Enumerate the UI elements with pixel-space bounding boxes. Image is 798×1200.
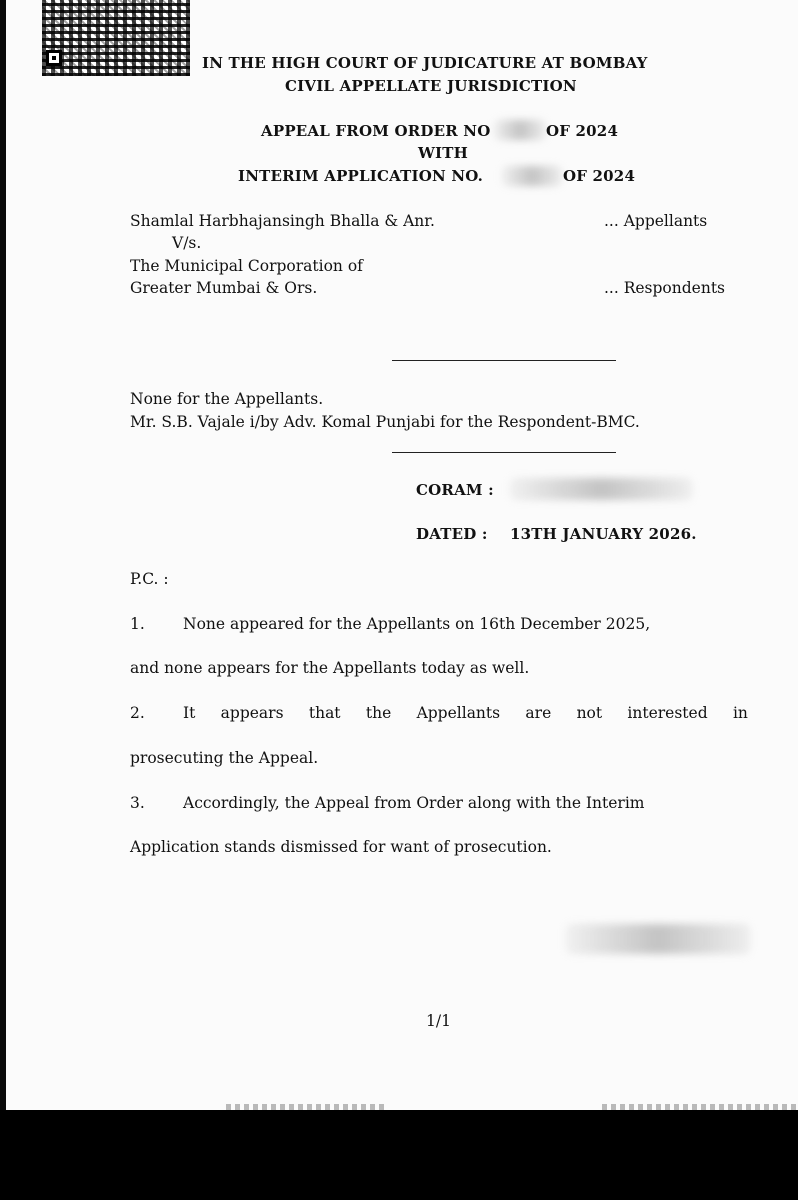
qr-finder-pattern [46, 50, 62, 66]
scan-bottom-margin [0, 1110, 798, 1200]
respondent-line-2: Greater Mumbai & Ors. [130, 279, 318, 297]
court-title: IN THE HIGH COURT OF JUDICATURE AT BOMBAY [202, 54, 648, 72]
paragraph-2-word: in [732, 704, 748, 722]
paragraph-2-word: are [525, 704, 552, 722]
qr-code-icon [42, 0, 190, 76]
paragraph-2-line-2: prosecuting the Appeal. [130, 749, 319, 767]
respondent-line-1: The Municipal Corporation of [130, 257, 363, 275]
document-page [6, 0, 798, 1110]
versus-label: V/s. [172, 234, 202, 252]
appeal-number-prefix: APPEAL FROM ORDER NO [261, 122, 491, 140]
dated-label: DATED : [416, 525, 488, 543]
respondent-role: ... Respondents [604, 279, 726, 297]
pc-label: P.C. : [130, 570, 169, 588]
ia-number-suffix: OF 2024 [563, 167, 636, 185]
paragraph-2-word: It [183, 704, 196, 722]
redacted-ia-number [502, 166, 562, 186]
divider-bottom [392, 452, 616, 453]
ia-number-prefix: INTERIM APPLICATION NO. [238, 167, 484, 185]
paragraph-1-line-1: None appeared for the Appellants on 16th December 2025, [183, 615, 651, 633]
paragraph-1-number: 1. [130, 615, 145, 633]
redacted-appeal-number [494, 120, 546, 140]
paragraph-2-word: the [365, 704, 392, 722]
appearance-appellants: None for the Appellants. [130, 390, 324, 408]
paragraph-2-line-1 [183, 704, 748, 722]
redacted-coram-judge [510, 478, 692, 500]
appellant-name: Shamlal Harbhajansingh Bhalla & Anr. [130, 212, 435, 230]
paragraph-2-word: Appellants [416, 704, 501, 722]
paragraph-2-word: not [576, 704, 603, 722]
appellant-role: ... Appellants [604, 212, 708, 230]
paragraph-2-word: appears [220, 704, 284, 722]
redacted-signature [566, 924, 750, 954]
paragraph-1-line-2: and none appears for the Appellants today as well. [130, 659, 530, 677]
paragraph-3-line-2: Application stands dismissed for want of prosecution. [130, 838, 552, 856]
appeal-number-suffix: OF 2024 [546, 122, 619, 140]
order-date: 13TH JANUARY 2026. [510, 525, 697, 543]
paragraph-2-number: 2. [130, 704, 145, 722]
jurisdiction-title: CIVIL APPELLATE JURISDICTION [285, 77, 577, 95]
paragraph-2-word: interested [627, 704, 708, 722]
paragraph-3-line-1: Accordingly, the Appeal from Order along with the Interim [183, 794, 645, 812]
coram-label: CORAM : [416, 481, 494, 499]
page-number: 1/1 [426, 1012, 451, 1030]
with-label: WITH [418, 144, 468, 162]
paragraph-2-word: that [308, 704, 341, 722]
appearance-respondent: Mr. S.B. Vajale i/by Adv. Komal Punjabi for the Respondent-BMC. [130, 413, 640, 431]
divider-top [392, 360, 616, 361]
paragraph-3-number: 3. [130, 794, 145, 812]
